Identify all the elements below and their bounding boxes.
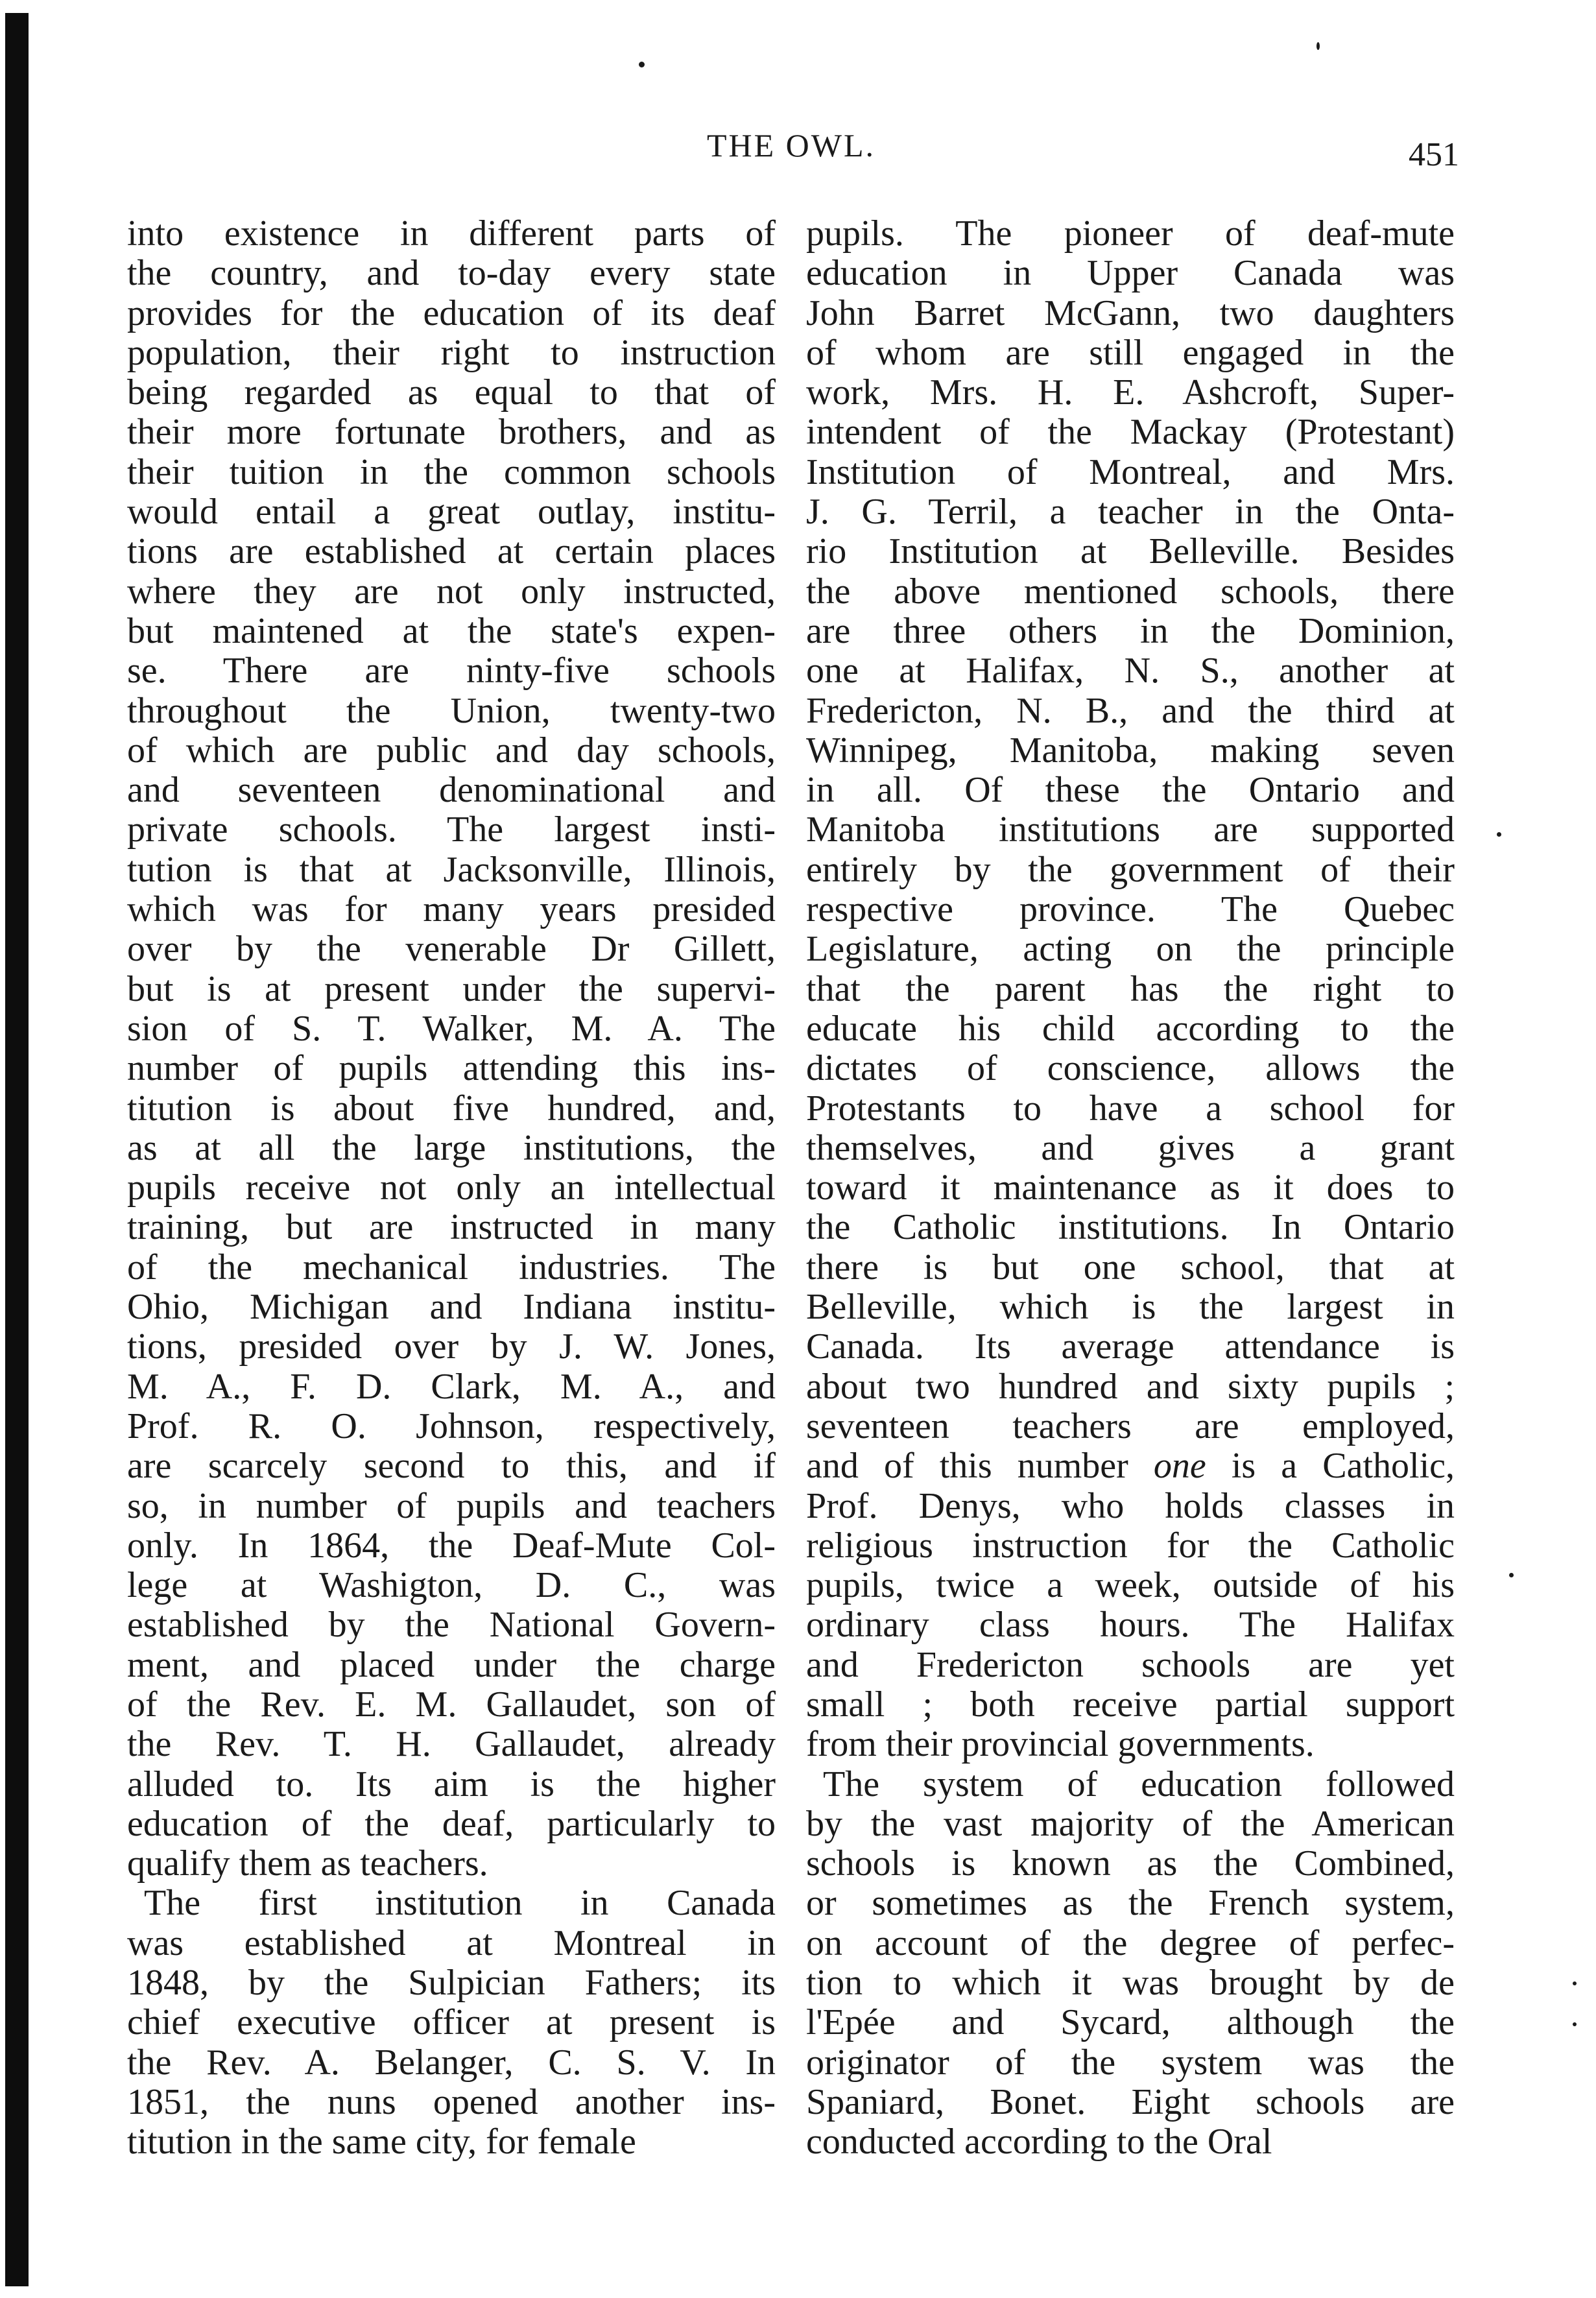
print-speck: [1497, 832, 1501, 837]
text-line: Protestants to have a school for: [806, 1088, 1455, 1129]
text-line: Spaniard, Bonet. Eight schools are: [806, 2081, 1455, 2122]
text-line: Canada. Its average attendance is: [806, 1326, 1455, 1367]
text-line: the Rev. A. Belanger, C. S. V. In: [127, 2042, 776, 2083]
text-line: lege at Washigton, D. C., was: [127, 1565, 776, 1606]
text-line: se. There are ninty-five schools: [127, 651, 776, 691]
text-line: was established at Montreal in: [127, 1922, 776, 1963]
text-line: throughout the Union, twenty-two: [127, 690, 776, 731]
text-line: which was for many years presided: [127, 889, 776, 930]
text-line: chief executive officer at present is: [127, 2002, 776, 2043]
text-line: schools is known as the Combined,: [806, 1843, 1455, 1884]
text-line: of the Rev. E. M. Gallaudet, son of: [127, 1684, 776, 1725]
text-line: tions, presided over by J. W. Jones,: [127, 1326, 776, 1367]
text-line: pupils, twice a week, outside of his: [806, 1565, 1455, 1606]
text-line: on account of the degree of perfec-: [806, 1922, 1455, 1963]
text-line: originator of the system was the: [806, 2042, 1455, 2083]
print-speck: [1316, 42, 1320, 50]
text-line: private schools. The largest insti-: [127, 809, 776, 850]
text-line: Belleville, which is the largest in: [806, 1287, 1455, 1328]
text-line: J. G. Terril, a teacher in the Onta-: [806, 492, 1455, 533]
text-line: their tuition in the common schools: [127, 451, 776, 492]
text-line: themselves, and gives a grant: [806, 1127, 1455, 1168]
text-line: by the vast majority of the American: [806, 1803, 1455, 1844]
text-line: titution in the same city, for female: [127, 2122, 636, 2162]
page-number: 451: [1409, 136, 1459, 173]
text-line: there is but one school, that at: [806, 1247, 1455, 1287]
text-line: as at all the large institutions, the: [127, 1127, 776, 1168]
text-line: would entail a great outlay, institu-: [127, 492, 776, 533]
text-line: conducted according to the Oral: [806, 2122, 1272, 2162]
text-line: where they are not only instructed,: [127, 571, 776, 612]
text-line: established by the National Govern-: [127, 1605, 776, 1646]
text-line: that the parent has the right to: [806, 968, 1455, 1009]
page-binding-edge: [5, 13, 29, 2286]
text-line: sion of S. T. Walker, M. A. The: [127, 1008, 776, 1049]
text-line: education of the deaf, particularly to: [127, 1803, 776, 1844]
text-line: Prof. Denys, who holds classes in: [806, 1485, 1455, 1526]
text-line: 1848, by the Sulpician Fathers; its: [127, 1963, 776, 2004]
text-line: are scarcely second to this, and if: [127, 1446, 776, 1487]
text-line: only. In 1864, the Deaf-Mute Col-: [127, 1525, 776, 1566]
text-line: ment, and placed under the charge: [127, 1644, 776, 1685]
text-line: the country, and to-day every state: [127, 253, 776, 294]
print-speck: [639, 62, 645, 67]
text-line: tion to which it was brought by de: [806, 1963, 1455, 2004]
text-line: educate his child according to the: [806, 1008, 1455, 1049]
text-line: M. A., F. D. Clark, M. A., and: [127, 1366, 776, 1407]
text-line: alluded to. Its aim is the higher: [127, 1764, 776, 1804]
text-line: John Barret McGann, two daughters: [806, 293, 1455, 333]
text-line: population, their right to instruction: [127, 332, 776, 373]
text-line: in all. Of these the Ontario and: [806, 770, 1455, 811]
text-line: the Catholic institutions. In Ontario: [806, 1207, 1455, 1248]
text-line: religious instruction for the Catholic: [806, 1525, 1455, 1566]
text-line: but maintened at the state's expen-: [127, 610, 776, 651]
text-line: The system of education followed: [823, 1764, 1455, 1804]
text-line: Fredericton, N. B., and the third at: [806, 690, 1455, 731]
text-line: and Fredericton schools are yet: [806, 1644, 1455, 1685]
page-header: [123, 120, 1459, 178]
right-text-column: [806, 214, 1455, 2162]
text-line: are three others in the Dominion,: [806, 610, 1455, 651]
text-line: The first institution in Canada: [144, 1883, 776, 1924]
text-line: work, Mrs. H. E. Ashcroft, Super-: [806, 372, 1455, 413]
text-line: seventeen teachers are employed,: [806, 1406, 1455, 1446]
text-line: or sometimes as the French system,: [806, 1883, 1455, 1924]
text-line: Winnipeg, Manitoba, making seven: [806, 730, 1455, 771]
text-line: Legislature, acting on the principle: [806, 929, 1455, 970]
text-line: titution is about five hundred, and,: [127, 1088, 776, 1129]
text-line: Institution of Montreal, and Mrs.: [806, 451, 1455, 492]
text-line: and seventeen denominational and: [127, 770, 776, 811]
text-line: l'Epée and Sycard, although the: [806, 2002, 1455, 2043]
text-line: being regarded as equal to that of: [127, 372, 776, 413]
text-line: respective province. The Quebec: [806, 889, 1455, 930]
text-line: rio Institution at Belleville. Besides: [806, 531, 1455, 572]
text-line: education in Upper Canada was: [806, 253, 1455, 294]
left-text-column: [127, 214, 776, 2162]
text-line: their more fortunate brothers, and as: [127, 412, 776, 453]
text-line: small ; both receive partial support: [806, 1684, 1455, 1725]
text-line: toward it maintenance as it does to: [806, 1167, 1455, 1208]
text-line: tution is that at Jacksonville, Illinois,: [127, 849, 776, 890]
text-line: the Rev. T. H. Gallaudet, already: [127, 1724, 776, 1765]
text-line: 1851, the nuns opened another ins-: [127, 2081, 776, 2122]
print-speck: [1573, 2022, 1577, 2026]
text-line: from their provincial governments.: [806, 1724, 1315, 1765]
text-line: but is at present under the supervi-: [127, 968, 776, 1009]
text-line: dictates of conscience, allows the: [806, 1048, 1455, 1089]
text-line: pupils receive not only an intellectual: [127, 1167, 776, 1208]
emphasized-word: one: [1153, 1446, 1206, 1487]
text-line: and of this number one is a Catholic,: [806, 1446, 1455, 1487]
text-line: the above mentioned schools, there: [806, 571, 1455, 612]
text-line: qualify them as teachers.: [127, 1843, 488, 1884]
text-line: Ohio, Michigan and Indiana institu-: [127, 1287, 776, 1328]
print-speck: [1573, 1981, 1577, 1985]
text-line: tions are established at certain places: [127, 531, 776, 572]
text-line: about two hundred and sixty pupils ;: [806, 1366, 1455, 1407]
text-line: pupils. The pioneer of deaf-mute: [806, 213, 1455, 254]
running-title: THE OWL.: [706, 127, 876, 163]
text-line: of which are public and day schools,: [127, 730, 776, 771]
text-line: Manitoba institutions are supported: [806, 809, 1455, 850]
text-line: of whom are still engaged in the: [806, 332, 1455, 373]
text-line: so, in number of pupils and teachers: [127, 1485, 776, 1526]
text-line: into existence in different parts of: [127, 213, 776, 254]
text-line: ordinary class hours. The Halifax: [806, 1605, 1455, 1646]
text-line: one at Halifax, N. S., another at: [806, 651, 1455, 691]
text-line: intendent of the Mackay (Protestant): [806, 412, 1455, 453]
text-line: provides for the education of its deaf: [127, 293, 776, 333]
text-line: number of pupils attending this ins-: [127, 1048, 776, 1089]
text-line: training, but are instructed in many: [127, 1207, 776, 1248]
print-speck: [1509, 1573, 1514, 1577]
text-line: entirely by the government of their: [806, 849, 1455, 890]
text-line: Prof. R. O. Johnson, respectively,: [127, 1406, 776, 1446]
text-line: over by the venerable Dr Gillett,: [127, 929, 776, 970]
text-line: of the mechanical industries. The: [127, 1247, 776, 1287]
